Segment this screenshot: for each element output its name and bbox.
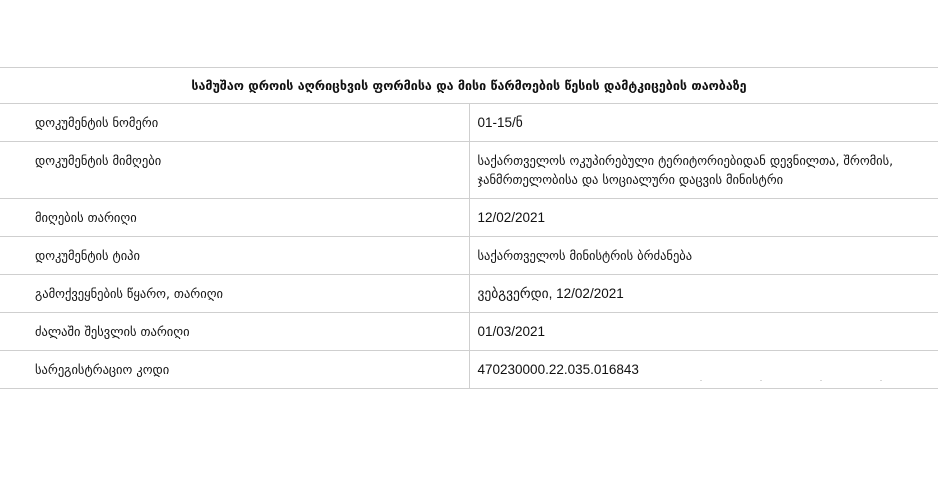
value-registration-code: 470230000.22.035.016843 (469, 351, 938, 389)
title-row (0, 68, 938, 104)
row-adoption-date (0, 199, 938, 237)
decorative-dotted-line (700, 380, 935, 381)
label-adoption-date: მიღების თარიღი (0, 199, 469, 237)
label-document-number: დოკუმენტის ნომერი (0, 104, 469, 142)
label-document-recipient: დოკუმენტის მიმღები (0, 142, 469, 199)
row-document-number (0, 104, 938, 142)
document-info-table (0, 67, 938, 389)
row-document-type (0, 237, 938, 275)
row-publication-source (0, 275, 938, 313)
row-registration-code (0, 351, 938, 389)
label-document-type: დოკუმენტის ტიპი (0, 237, 469, 275)
label-registration-code: სარეგისტრაციო კოდი (0, 351, 469, 389)
value-publication-source: ვებგვერდი, 12/02/2021 (469, 275, 938, 313)
row-effective-date (0, 313, 938, 351)
label-effective-date: ძალაში შესვლის თარიღი (0, 313, 469, 351)
value-document-type: საქართველოს მინისტრის ბრძანება (469, 237, 938, 275)
value-document-recipient: საქართველოს ოკუპირებული ტერიტორიებიდან დევნილთა, შრომის, ჯანმრთელობისა და სოციალური დაცვის მინისტრი (469, 142, 938, 199)
row-document-recipient (0, 142, 938, 199)
label-publication-source: გამოქვეყნების წყარო, თარიღი (0, 275, 469, 313)
value-document-number: 01-15/ნ (469, 104, 938, 142)
value-effective-date: 01/03/2021 (469, 313, 938, 351)
value-adoption-date: 12/02/2021 (469, 199, 938, 237)
document-title: სამუშაო დროის აღრიცხვის ფორმისა და მისი წარმოების წესის დამტკიცების თაობაზე (0, 68, 938, 104)
